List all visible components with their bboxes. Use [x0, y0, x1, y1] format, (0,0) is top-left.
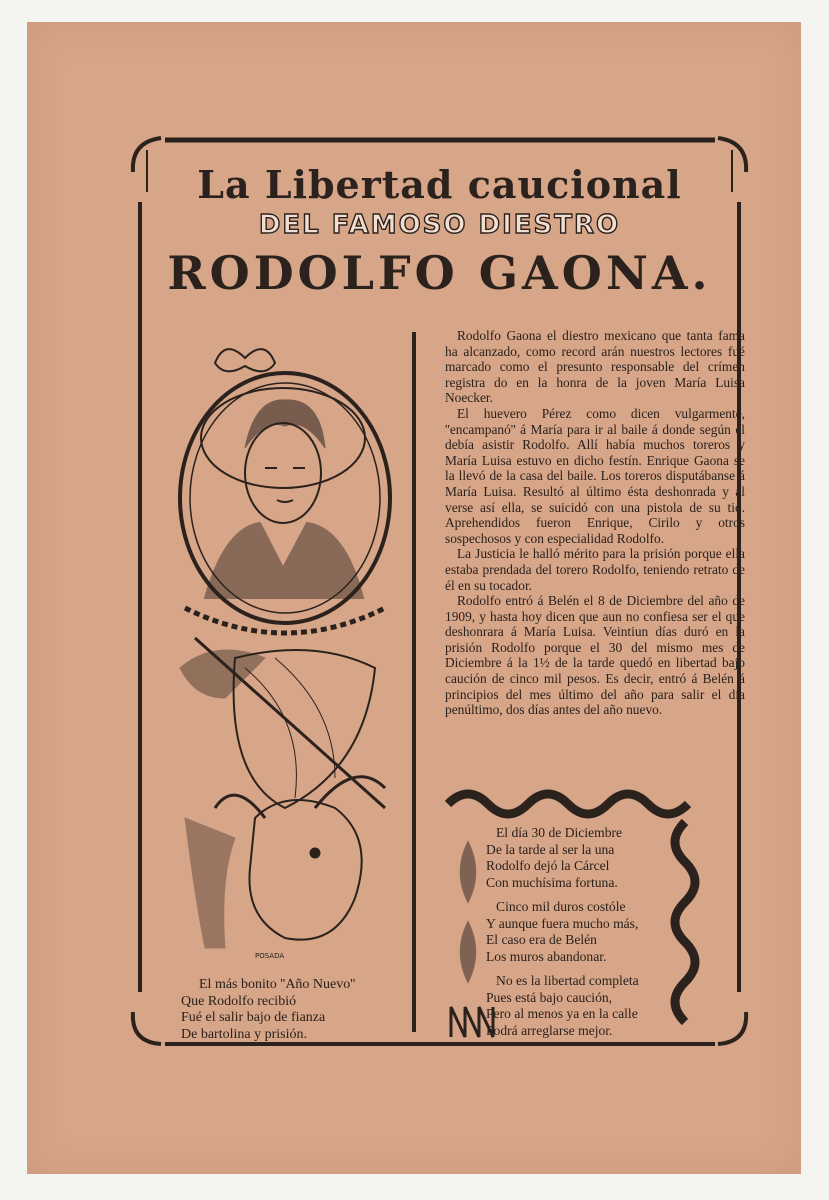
poem-stanza — [486, 825, 726, 891]
poem-line: De la tarde al ser la una — [486, 841, 615, 857]
headline-line-1: La Libertad caucional — [197, 162, 682, 207]
poem-line: Con muchísima fortuna. — [486, 874, 618, 890]
poem-line: El día 30 de Diciembre — [496, 825, 623, 840]
broadside-sheet — [27, 22, 801, 1174]
poem-line: Podrá arreglarse mejor. — [486, 1022, 613, 1038]
poem-line: Pues está bajo caución, — [486, 989, 613, 1005]
poem-line: Y aunque fuera mucho más, — [486, 915, 639, 931]
verse-line: Que Rodolfo recibió — [181, 993, 297, 1009]
poem-line: Rodolfo dejó la Cárcel — [486, 858, 610, 873]
poem-line: No es la libertad completa — [496, 973, 639, 988]
article-paragraph: El huevero Pérez como dicen vulgarmente, ''encampanó'' á María para ir al baile á donde según él debía asistir Rodolfo. Allí había muchos toreros y María Luisa estuvo en dicho festín. Enrique Gaona se la llevó de la casa del baile. Los toreros disputábanse á María Luisa. Resultó al último ésta deshonrada y al verse así ella, se suicidó con una pistola de su tio. Aprehendidos fueron Enrique, Cirilo y otros sospechosos y con especialidad Rodolfo. — [445, 405, 745, 546]
engraving-illustration — [165, 338, 405, 968]
headline-line-2: DEL FAMOSO DIESTRO — [258, 210, 621, 240]
poem-line: Los muros abandonar. — [486, 948, 607, 964]
ornamental-frame — [125, 132, 754, 1050]
poem-stanza — [486, 973, 726, 1039]
poem-line: Cinco mil duros costóle — [496, 899, 626, 914]
bull-head-icon — [249, 800, 361, 940]
column-divider — [412, 332, 416, 1032]
artist-signature: POSADA — [255, 952, 285, 960]
article-paragraph: Rodolfo entró á Belén el 8 de Diciembre del año de 1909, y hasta hoy dicen que aun no confiesa ser el que deshonrara á María Luisa. Veintiun días duró en la prisión Rodolfo porque el 30 del mismo mes de Diciembre á la 1½ de la tarde quedó en libertad bajo caución de cinco mil pesos. Es decir, entró á Belén á principios del mes último del año para salir el día penúltimo, dos días antes del año nuevo. — [445, 593, 745, 718]
verse-line: Fué el salir bajo de fianza — [181, 1010, 326, 1025]
article-paragraph: Rodolfo Gaona el diestro mexicano que tanta fama ha alcanzado, como record arán nuestros lectores fué marcado como el presunto responsable del crímen registra do en la honra de la joven María Luisa Noecker. — [445, 328, 745, 406]
cape-icon — [234, 650, 375, 808]
verse-line: De bartolina y prisión. — [181, 1026, 307, 1042]
bow-ribbon-icon — [215, 349, 275, 371]
article-body — [445, 328, 745, 718]
poem-stanza — [486, 899, 726, 965]
verse-left — [181, 977, 411, 1043]
article-paragraph: La Justicia le halló mérito para la prisión porque ella estaba prendada del torero Rodolfo, teniendo retrato de él en su tocador. — [445, 546, 745, 593]
poem-right — [486, 825, 726, 1047]
poem-line: Pero al menos ya en la calle — [486, 1006, 638, 1021]
headline-line-3: RODOLFO GAONA. — [167, 246, 712, 300]
verse-line: El más bonito ''Año Nuevo'' — [199, 977, 356, 992]
portrait-engraving — [165, 338, 405, 968]
flower-garland-icon — [185, 608, 385, 633]
poem-line: El caso era de Belén — [486, 932, 597, 947]
